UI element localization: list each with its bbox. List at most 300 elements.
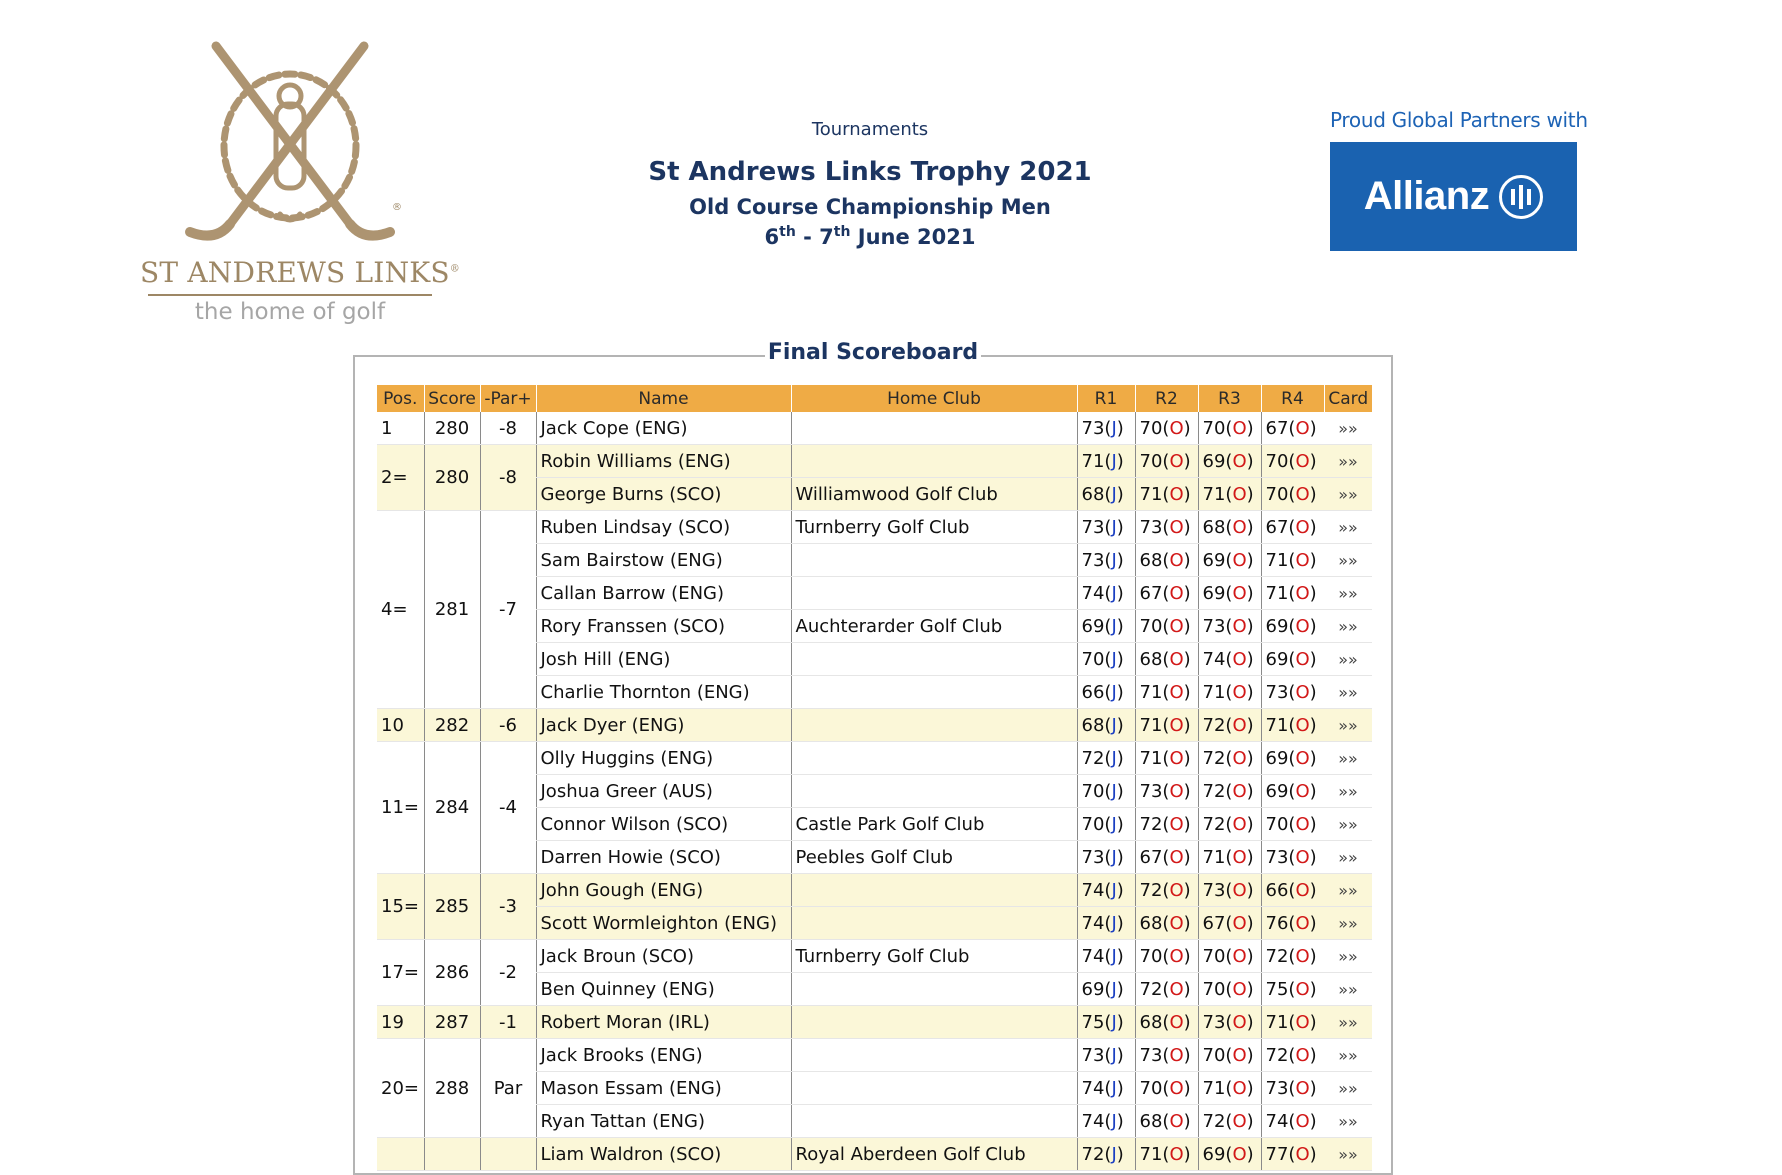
score-cell: 280 [424, 412, 480, 445]
round-course-code: J [1111, 417, 1117, 439]
round-open-paren: ( [1288, 681, 1296, 703]
st-andrews-links-logo[interactable] [140, 38, 460, 328]
round-course-code: O [1232, 516, 1247, 538]
player-name-cell[interactable]: Rory Franssen (SCO) [536, 610, 791, 643]
round-close-paren: ) [1246, 549, 1254, 571]
col-header-card[interactable]: Card [1324, 385, 1372, 412]
round-open-paren: ( [1288, 945, 1296, 967]
round-course-code: O [1232, 615, 1247, 637]
round-course-code: O [1232, 1110, 1247, 1132]
home-club-cell [791, 577, 1077, 610]
scorecard-link[interactable]: »» [1324, 1105, 1372, 1138]
player-name-cell[interactable]: Scott Wormleighton (ENG) [536, 907, 791, 940]
round-2-cell [1135, 940, 1198, 973]
round-score: 69 [1202, 549, 1226, 571]
col-header-r4[interactable]: R4 [1261, 385, 1324, 412]
round-score: 71 [1265, 582, 1289, 604]
round-score: 70 [1202, 978, 1226, 1000]
round-course-code: J [1111, 879, 1117, 901]
home-club-cell: Turnberry Golf Club [791, 940, 1077, 973]
round-4-cell [1261, 511, 1324, 544]
round-3-cell [1198, 709, 1261, 742]
logo-divider [148, 294, 432, 296]
home-club-cell [791, 1105, 1077, 1138]
par-cell: -4 [480, 742, 536, 874]
round-close-paren: ) [1309, 978, 1317, 1000]
round-score: 74 [1081, 945, 1105, 967]
round-course-code: O [1232, 813, 1247, 835]
page-title: St Andrews Links Trophy 2021 [648, 157, 1092, 187]
round-open-paren: ( [1104, 615, 1112, 637]
round-course-code: J [1111, 615, 1117, 637]
round-1-cell [1077, 445, 1135, 478]
score-cell: 285 [424, 874, 480, 940]
round-open-paren: ( [1225, 417, 1233, 439]
round-course-code: O [1169, 417, 1184, 439]
round-1-cell [1077, 907, 1135, 940]
round-course-code: O [1232, 714, 1247, 736]
round-close-paren: ) [1309, 879, 1317, 901]
scorecard-link[interactable]: »» [1324, 1072, 1372, 1105]
scorecard-link[interactable]: »» [1324, 742, 1372, 775]
position-cell: 1 [377, 412, 424, 445]
round-3-cell [1198, 940, 1261, 973]
round-course-code: O [1295, 780, 1310, 802]
round-score: 69 [1081, 978, 1105, 1000]
round-score: 71 [1202, 1077, 1226, 1099]
round-open-paren: ( [1162, 516, 1170, 538]
round-3-cell [1198, 610, 1261, 643]
player-name-cell[interactable]: John Gough (ENG) [536, 874, 791, 907]
col-header-r1[interactable]: R1 [1077, 385, 1135, 412]
round-open-paren: ( [1225, 549, 1233, 571]
round-open-paren: ( [1288, 879, 1296, 901]
player-name-cell[interactable]: Darren Howie (SCO) [536, 841, 791, 874]
round-course-code: J [1111, 1044, 1117, 1066]
scorecard-link[interactable]: »» [1324, 973, 1372, 1006]
round-course-code: O [1295, 912, 1310, 934]
round-score: 69 [1081, 615, 1105, 637]
player-name-cell[interactable]: Charlie Thornton (ENG) [536, 676, 791, 709]
player-name-cell[interactable]: Mason Essam (ENG) [536, 1072, 791, 1105]
round-close-paren: ) [1183, 912, 1191, 934]
round-2-cell [1135, 907, 1198, 940]
round-course-code: O [1232, 912, 1247, 934]
round-score: 66 [1265, 879, 1289, 901]
player-name-cell[interactable]: Jack Broun (SCO) [536, 940, 791, 973]
event-dates: 6th - 7th June 2021 [764, 224, 976, 249]
table-row [377, 511, 1372, 544]
round-score: 69 [1265, 747, 1289, 769]
par-cell [480, 1138, 536, 1171]
round-course-code: O [1232, 846, 1247, 868]
round-course-code: O [1169, 648, 1184, 670]
par-cell: Par [480, 1039, 536, 1138]
round-close-paren: ) [1183, 1044, 1191, 1066]
position-cell: 19 [377, 1006, 424, 1039]
scorecard-link[interactable]: »» [1324, 676, 1372, 709]
round-close-paren: ) [1116, 912, 1124, 934]
round-close-paren: ) [1183, 549, 1191, 571]
col-header-home-club[interactable]: Home Club [791, 385, 1077, 412]
round-score: 70 [1081, 813, 1105, 835]
round-close-paren: ) [1183, 648, 1191, 670]
round-score: 73 [1139, 1044, 1163, 1066]
round-open-paren: ( [1288, 1011, 1296, 1033]
round-score: 70 [1265, 450, 1289, 472]
round-score: 71 [1139, 714, 1163, 736]
round-score: 67 [1265, 516, 1289, 538]
round-score: 69 [1265, 615, 1289, 637]
round-2-cell [1135, 445, 1198, 478]
player-name-cell[interactable]: Ruben Lindsay (SCO) [536, 511, 791, 544]
round-open-paren: ( [1288, 615, 1296, 637]
position-cell: 2= [377, 445, 424, 511]
round-score: 73 [1139, 516, 1163, 538]
home-club-cell [791, 1006, 1077, 1039]
round-course-code: O [1169, 681, 1184, 703]
round-open-paren: ( [1104, 1011, 1112, 1033]
player-name-cell[interactable]: Jack Dyer (ENG) [536, 709, 791, 742]
home-club-cell [791, 445, 1077, 478]
round-course-code: O [1232, 1143, 1247, 1165]
round-close-paren: ) [1116, 978, 1124, 1000]
round-close-paren: ) [1246, 945, 1254, 967]
round-2-cell [1135, 577, 1198, 610]
scorecard-link[interactable]: »» [1324, 478, 1372, 511]
scorecard-link[interactable]: »» [1324, 577, 1372, 610]
allianz-logo[interactable] [1330, 142, 1577, 251]
round-open-paren: ( [1288, 1110, 1296, 1132]
round-score: 74 [1265, 1110, 1289, 1132]
round-open-paren: ( [1225, 615, 1233, 637]
round-1-cell [1077, 412, 1135, 445]
player-name-cell[interactable]: Robert Moran (IRL) [536, 1006, 791, 1039]
round-open-paren: ( [1104, 549, 1112, 571]
home-club-cell: Royal Aberdeen Golf Club [791, 1138, 1077, 1171]
round-close-paren: ) [1246, 1011, 1254, 1033]
round-score: 68 [1139, 912, 1163, 934]
round-open-paren: ( [1162, 747, 1170, 769]
round-course-code: O [1169, 615, 1184, 637]
round-close-paren: ) [1309, 912, 1317, 934]
scorecard-link[interactable]: »» [1324, 940, 1372, 973]
round-open-paren: ( [1288, 450, 1296, 472]
table-row [377, 742, 1372, 775]
round-course-code: O [1169, 1077, 1184, 1099]
round-open-paren: ( [1104, 582, 1112, 604]
round-1-cell [1077, 775, 1135, 808]
round-open-paren: ( [1162, 714, 1170, 736]
player-name-cell[interactable]: Jack Brooks (ENG) [536, 1039, 791, 1072]
round-1-cell [1077, 874, 1135, 907]
round-4-cell [1261, 643, 1324, 676]
col-header-score[interactable]: Score [424, 385, 480, 412]
player-name-cell[interactable]: Ryan Tattan (ENG) [536, 1105, 791, 1138]
round-course-code: J [1111, 1011, 1117, 1033]
round-score: 70 [1139, 615, 1163, 637]
table-row [377, 940, 1372, 973]
scorecard-link[interactable]: »» [1324, 841, 1372, 874]
round-score: 69 [1265, 780, 1289, 802]
breadcrumb-tournaments[interactable]: Tournaments [811, 119, 929, 140]
round-score: 72 [1081, 1143, 1105, 1165]
round-score: 67 [1265, 417, 1289, 439]
round-score: 73 [1265, 681, 1289, 703]
position-cell: 10 [377, 709, 424, 742]
round-1-cell [1077, 643, 1135, 676]
round-open-paren: ( [1225, 714, 1233, 736]
scorecard-link[interactable]: »» [1324, 709, 1372, 742]
round-score: 70 [1202, 945, 1226, 967]
round-course-code: O [1232, 450, 1247, 472]
round-close-paren: ) [1246, 417, 1254, 439]
round-score: 71 [1139, 747, 1163, 769]
round-close-paren: ) [1116, 879, 1124, 901]
round-open-paren: ( [1162, 978, 1170, 1000]
round-close-paren: ) [1183, 846, 1191, 868]
round-3-cell [1198, 445, 1261, 478]
round-open-paren: ( [1162, 681, 1170, 703]
round-score: 70 [1081, 648, 1105, 670]
player-name-cell[interactable]: Robin Williams (ENG) [536, 445, 791, 478]
player-name-cell[interactable]: Callan Barrow (ENG) [536, 577, 791, 610]
round-course-code: O [1295, 582, 1310, 604]
par-cell: -3 [480, 874, 536, 940]
round-close-paren: ) [1309, 648, 1317, 670]
round-open-paren: ( [1104, 1077, 1112, 1099]
round-course-code: O [1169, 483, 1184, 505]
round-4-cell [1261, 1138, 1324, 1171]
scorecard-link[interactable]: »» [1324, 1039, 1372, 1072]
round-course-code: O [1169, 1110, 1184, 1132]
round-score: 69 [1202, 582, 1226, 604]
round-close-paren: ) [1309, 1011, 1317, 1033]
player-name-cell[interactable]: Olly Huggins (ENG) [536, 742, 791, 775]
round-course-code: O [1169, 582, 1184, 604]
round-open-paren: ( [1225, 1044, 1233, 1066]
col-header-r2[interactable]: R2 [1135, 385, 1198, 412]
par-cell: -8 [480, 412, 536, 445]
round-open-paren: ( [1288, 912, 1296, 934]
round-score: 68 [1139, 1011, 1163, 1033]
round-open-paren: ( [1225, 1011, 1233, 1033]
player-name-cell[interactable]: Josh Hill (ENG) [536, 643, 791, 676]
col-header-par[interactable]: -Par+ [480, 385, 536, 412]
round-score: 66 [1081, 681, 1105, 703]
round-course-code: O [1295, 747, 1310, 769]
scorecard-link[interactable]: »» [1324, 544, 1372, 577]
round-close-paren: ) [1246, 714, 1254, 736]
scorecard-link[interactable]: »» [1324, 874, 1372, 907]
round-course-code: O [1169, 846, 1184, 868]
scorecard-link[interactable]: »» [1324, 1006, 1372, 1039]
round-3-cell [1198, 544, 1261, 577]
round-4-cell [1261, 973, 1324, 1006]
round-score: 71 [1265, 549, 1289, 571]
round-score: 74 [1081, 879, 1105, 901]
player-name-cell[interactable]: Liam Waldron (SCO) [536, 1138, 791, 1171]
round-score: 70 [1265, 813, 1289, 835]
round-3-cell [1198, 1039, 1261, 1072]
round-course-code: O [1295, 714, 1310, 736]
round-course-code: J [1111, 1143, 1117, 1165]
round-open-paren: ( [1104, 714, 1112, 736]
round-2-cell [1135, 742, 1198, 775]
round-2-cell [1135, 1105, 1198, 1138]
round-open-paren: ( [1288, 582, 1296, 604]
round-2-cell [1135, 808, 1198, 841]
round-score: 70 [1202, 1044, 1226, 1066]
home-club-cell [791, 742, 1077, 775]
player-name-cell[interactable]: George Burns (SCO) [536, 478, 791, 511]
round-course-code: O [1232, 417, 1247, 439]
round-course-code: O [1169, 1044, 1184, 1066]
round-score: 73 [1081, 1044, 1105, 1066]
home-club-cell [791, 709, 1077, 742]
round-4-cell [1261, 610, 1324, 643]
round-open-paren: ( [1104, 483, 1112, 505]
scorecard-link[interactable]: »» [1324, 808, 1372, 841]
round-1-cell [1077, 676, 1135, 709]
scorecard-link[interactable]: »» [1324, 907, 1372, 940]
round-1-cell [1077, 1006, 1135, 1039]
round-close-paren: ) [1183, 1011, 1191, 1033]
round-course-code: O [1169, 978, 1184, 1000]
round-close-paren: ) [1183, 417, 1191, 439]
round-course-code: O [1232, 549, 1247, 571]
round-close-paren: ) [1183, 615, 1191, 637]
round-4-cell [1261, 1072, 1324, 1105]
round-close-paren: ) [1246, 450, 1254, 472]
round-2-cell [1135, 412, 1198, 445]
scorecard-link[interactable]: »» [1324, 643, 1372, 676]
round-close-paren: ) [1183, 582, 1191, 604]
round-4-cell [1261, 1006, 1324, 1039]
table-row [377, 1138, 1372, 1171]
scorecard-link[interactable]: »» [1324, 412, 1372, 445]
round-close-paren: ) [1116, 846, 1124, 868]
round-course-code: J [1111, 648, 1117, 670]
round-course-code: J [1111, 780, 1117, 802]
round-open-paren: ( [1104, 780, 1112, 802]
col-header-r3[interactable]: R3 [1198, 385, 1261, 412]
col-header-pos[interactable]: Pos. [377, 385, 424, 412]
scorecard-link[interactable]: »» [1324, 775, 1372, 808]
round-open-paren: ( [1104, 747, 1112, 769]
round-4-cell [1261, 808, 1324, 841]
round-close-paren: ) [1309, 714, 1317, 736]
score-cell: 280 [424, 445, 480, 511]
round-score: 72 [1202, 1110, 1226, 1132]
allianz-wordmark: Allianz [1363, 174, 1490, 218]
par-cell: -7 [480, 511, 536, 709]
round-3-cell [1198, 412, 1261, 445]
round-course-code: O [1232, 1011, 1247, 1033]
score-cell: 287 [424, 1006, 480, 1039]
scorecard-link[interactable]: »» [1324, 1138, 1372, 1171]
home-club-cell [791, 874, 1077, 907]
round-score: 73 [1139, 780, 1163, 802]
scorecard-link[interactable]: »» [1324, 511, 1372, 544]
round-open-paren: ( [1104, 912, 1112, 934]
round-score: 73 [1202, 1011, 1226, 1033]
round-open-paren: ( [1288, 483, 1296, 505]
col-header-name[interactable]: Name [536, 385, 791, 412]
round-close-paren: ) [1246, 1143, 1254, 1165]
round-score: 74 [1081, 1110, 1105, 1132]
player-name-cell[interactable]: Ben Quinney (ENG) [536, 973, 791, 1006]
round-score: 68 [1139, 648, 1163, 670]
round-open-paren: ( [1225, 879, 1233, 901]
player-name-cell[interactable]: Jack Cope (ENG) [536, 412, 791, 445]
round-score: 68 [1139, 549, 1163, 571]
round-1-cell [1077, 841, 1135, 874]
round-3-cell [1198, 907, 1261, 940]
player-name-cell[interactable]: Sam Bairstow (ENG) [536, 544, 791, 577]
round-close-paren: ) [1309, 483, 1317, 505]
round-score: 73 [1265, 846, 1289, 868]
round-close-paren: ) [1116, 1077, 1124, 1099]
round-score: 72 [1202, 813, 1226, 835]
round-1-cell [1077, 610, 1135, 643]
round-score: 70 [1265, 483, 1289, 505]
round-open-paren: ( [1288, 714, 1296, 736]
round-2-cell [1135, 511, 1198, 544]
round-close-paren: ) [1116, 747, 1124, 769]
round-close-paren: ) [1309, 780, 1317, 802]
player-name-cell[interactable]: Connor Wilson (SCO) [536, 808, 791, 841]
round-course-code: O [1232, 483, 1247, 505]
round-close-paren: ) [1116, 417, 1124, 439]
round-score: 71 [1265, 714, 1289, 736]
round-course-code: O [1295, 1011, 1310, 1033]
round-open-paren: ( [1225, 813, 1233, 835]
scorecard-link[interactable]: »» [1324, 610, 1372, 643]
round-close-paren: ) [1309, 747, 1317, 769]
round-close-paren: ) [1309, 945, 1317, 967]
round-close-paren: ) [1183, 1077, 1191, 1099]
round-open-paren: ( [1225, 912, 1233, 934]
round-course-code: O [1295, 648, 1310, 670]
round-course-code: O [1169, 780, 1184, 802]
round-1-cell [1077, 1138, 1135, 1171]
round-close-paren: ) [1246, 879, 1254, 901]
position-cell: 17= [377, 940, 424, 1006]
round-open-paren: ( [1104, 681, 1112, 703]
round-open-paren: ( [1104, 516, 1112, 538]
round-2-cell [1135, 610, 1198, 643]
round-course-code: O [1169, 714, 1184, 736]
round-open-paren: ( [1288, 978, 1296, 1000]
svg-text:®: ® [392, 202, 402, 213]
round-open-paren: ( [1288, 648, 1296, 670]
round-course-code: O [1295, 1044, 1310, 1066]
round-course-code: O [1169, 549, 1184, 571]
round-4-cell [1261, 412, 1324, 445]
round-4-cell [1261, 445, 1324, 478]
round-score: 71 [1202, 846, 1226, 868]
round-close-paren: ) [1309, 582, 1317, 604]
round-course-code: O [1295, 1143, 1310, 1165]
round-close-paren: ) [1309, 813, 1317, 835]
scorecard-link[interactable]: »» [1324, 445, 1372, 478]
crossed-clubs-wreath-icon [176, 38, 404, 250]
round-close-paren: ) [1246, 747, 1254, 769]
round-score: 73 [1265, 1077, 1289, 1099]
player-name-cell[interactable]: Joshua Greer (AUS) [536, 775, 791, 808]
round-score: 72 [1265, 1044, 1289, 1066]
